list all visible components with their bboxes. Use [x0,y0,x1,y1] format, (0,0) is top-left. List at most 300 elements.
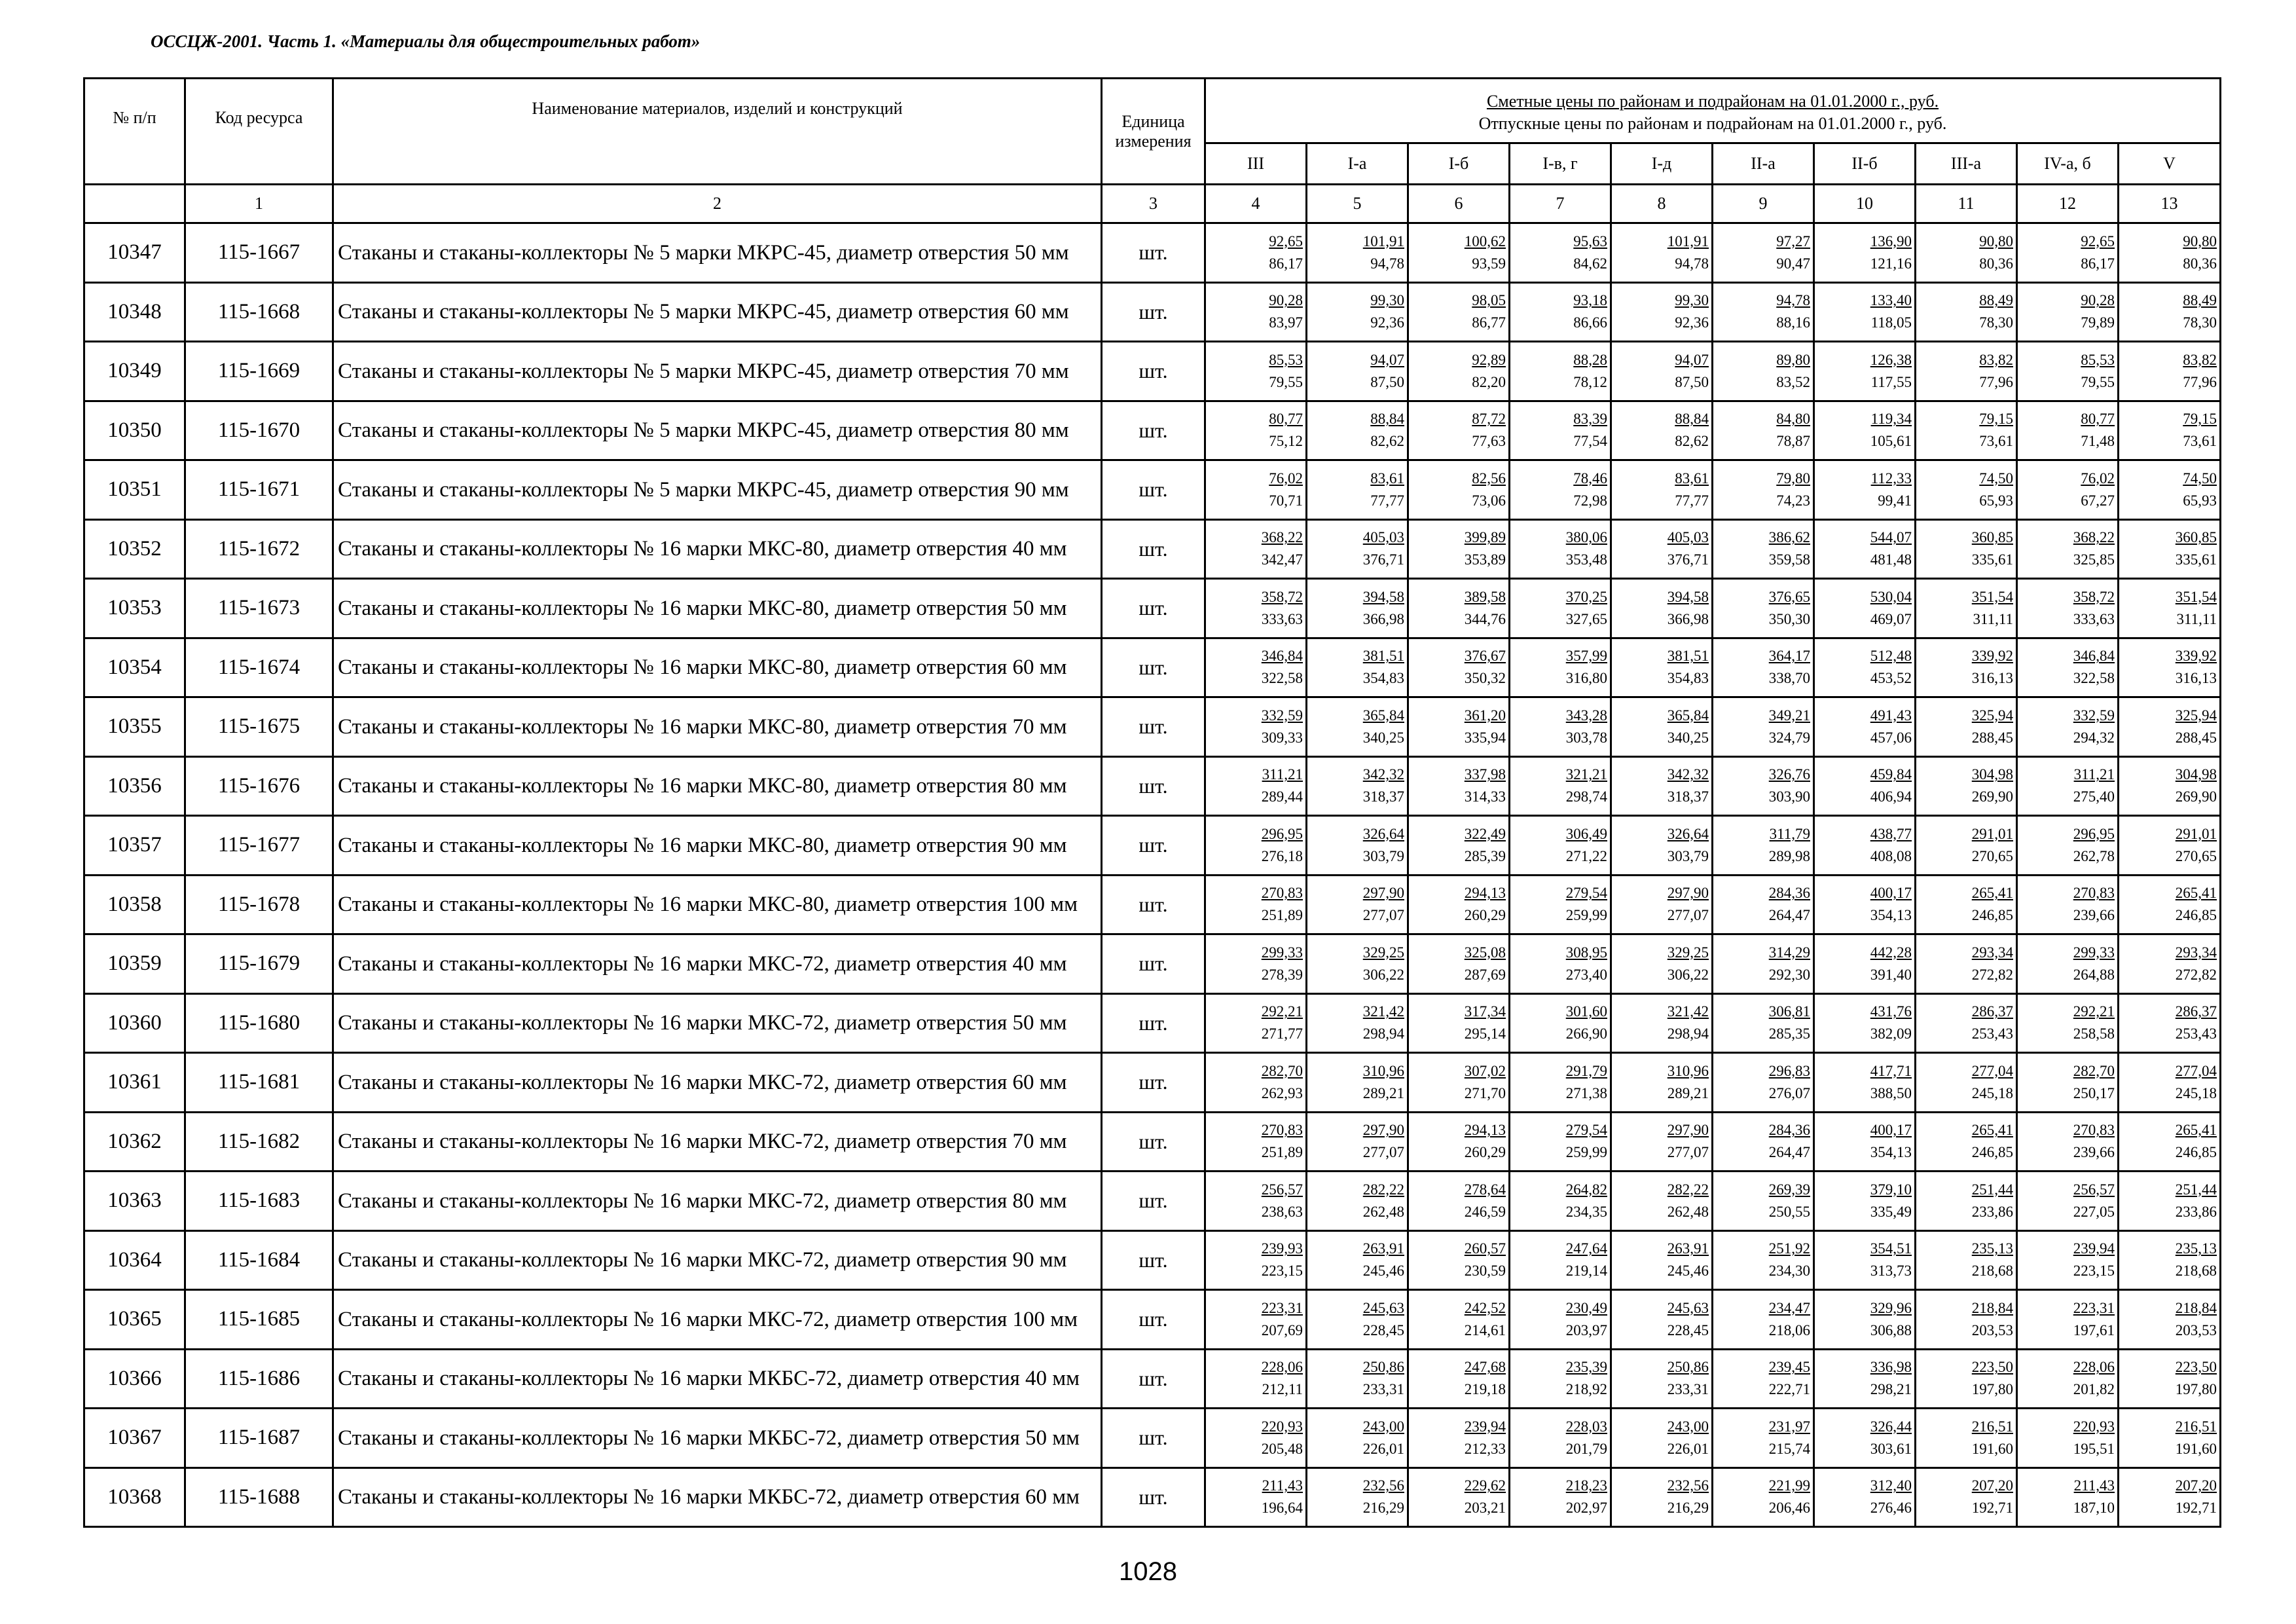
price-cell [1713,816,1814,876]
price-cell [1713,1349,1814,1409]
header-region: IV-а, б [2017,143,2119,185]
release-price: 406,94 [1870,788,1912,805]
release-price: 78,30 [2183,314,2217,331]
estimate-price: 381,51 [1667,648,1709,665]
row-number: 10348 [84,282,185,342]
estimate-price: 79,15 [2183,411,2217,428]
release-price: 314,33 [1464,788,1506,805]
release-price: 77,96 [1979,373,2013,390]
release-price: 276,18 [1261,847,1303,864]
price-cell [1713,282,1814,342]
row-number: 10361 [84,1053,185,1113]
price-cell [1611,1290,1713,1350]
release-price: 262,93 [1261,1084,1303,1101]
release-price: 269,90 [2175,788,2217,805]
table-row [84,756,2221,816]
price-cell [1510,1467,1611,1527]
release-price: 333,63 [2073,610,2115,627]
header-column-number: 11 [1916,185,2017,223]
row-number: 10366 [84,1349,185,1409]
price-cell [1611,1349,1713,1409]
estimate-price: 245,63 [1362,1299,1404,1316]
estimate-price: 235,39 [1565,1359,1607,1376]
release-price: 342,47 [1261,551,1303,568]
price-cell [1408,1467,1510,1527]
estimate-price: 306,81 [1768,1003,1810,1020]
running-header: ОССЦЖ-2001. Часть 1. «Материалы для общестроительных работ» [151,31,701,51]
header-prices-estimate: Сметные цены по районам и подрайонам на 01.01.2000 г., руб. [1486,92,1939,111]
release-price: 289,98 [1768,847,1810,864]
price-cell [2119,1172,2221,1231]
price-cell [1611,1172,1713,1231]
estimate-price: 399,89 [1464,529,1506,546]
price-cell [1713,1290,1814,1350]
price-cell [2119,1230,2221,1290]
release-price: 87,50 [1370,373,1404,390]
release-price: 228,45 [1667,1321,1709,1338]
estimate-price: 349,21 [1768,707,1810,724]
estimate-price: 270,83 [2073,1122,2115,1139]
estimate-price: 357,99 [1565,648,1607,665]
estimate-price: 239,94 [1464,1418,1506,1435]
table-row [84,282,2221,342]
release-price: 218,06 [1768,1321,1810,1338]
resource-code: 115-1675 [185,697,333,757]
estimate-price: 277,04 [2175,1062,2217,1079]
release-price: 251,89 [1261,1144,1303,1161]
price-cell [1814,579,1916,638]
estimate-price: 223,31 [1261,1299,1303,1316]
release-price: 388,50 [1870,1084,1912,1101]
release-price: 73,61 [1979,433,2013,450]
price-cell [1916,1349,2017,1409]
release-price: 270,65 [2175,847,2217,864]
estimate-price: 126,38 [1870,351,1912,368]
price-cell [1814,638,1916,697]
release-price: 298,94 [1362,1025,1404,1043]
price-cell [1916,1112,2017,1172]
release-price: 94,78 [1370,255,1404,272]
price-cell [1307,282,1408,342]
release-price: 92,36 [1675,314,1709,331]
estimate-price: 329,96 [1870,1299,1912,1316]
release-price: 325,85 [2073,551,2115,568]
price-cell [1205,638,1307,697]
price-cell [1510,460,1611,520]
release-price: 218,68 [2175,1263,2217,1280]
price-cell [1611,1467,1713,1527]
release-price: 245,46 [1667,1263,1709,1280]
price-cell [1408,579,1510,638]
release-price: 276,07 [1768,1084,1810,1101]
estimate-price: 80,77 [2081,411,2115,428]
release-price: 214,61 [1464,1321,1506,1338]
price-cell [1205,1290,1307,1350]
release-price: 202,97 [1565,1500,1607,1517]
price-cell [1408,1053,1510,1113]
release-price: 86,77 [1472,314,1506,331]
price-cell [1307,1349,1408,1409]
header-column-number: 3 [1102,185,1205,223]
resource-code: 115-1672 [185,519,333,579]
estimate-price: 84,80 [1776,411,1810,428]
estimate-price: 386,62 [1768,529,1810,546]
release-price: 285,39 [1464,847,1506,864]
estimate-price: 442,28 [1870,944,1912,961]
release-price: 303,79 [1667,847,1709,864]
estimate-price: 310,96 [1667,1062,1709,1079]
estimate-price: 216,51 [1971,1418,2013,1435]
price-cell [1916,875,2017,934]
price-cell [2017,697,2119,757]
estimate-price: 83,61 [1370,470,1404,487]
estimate-price: 346,84 [2073,648,2115,665]
release-price: 201,79 [1565,1440,1607,1457]
material-name: Стаканы и стаканы-коллекторы № 5 марки МКРС-45, диаметр отверстия 90 мм [333,460,1102,520]
release-price: 117,55 [1870,373,1912,390]
row-number: 10357 [84,816,185,876]
price-cell [1510,1290,1611,1350]
release-price: 92,36 [1370,314,1404,331]
estimate-price: 218,23 [1565,1477,1607,1494]
price-cell [1205,875,1307,934]
release-price: 226,01 [1667,1440,1709,1457]
estimate-price: 304,98 [2175,766,2217,783]
release-price: 203,21 [1464,1500,1506,1517]
release-price: 196,64 [1261,1500,1303,1517]
estimate-price: 85,53 [1269,351,1303,368]
estimate-price: 101,91 [1667,232,1709,249]
estimate-price: 342,32 [1362,766,1404,783]
price-cell [1814,756,1916,816]
estimate-price: 234,47 [1768,1299,1810,1316]
estimate-price: 243,00 [1362,1418,1404,1435]
estimate-price: 211,43 [1262,1477,1303,1494]
release-price: 316,13 [2175,670,2217,687]
estimate-price: 292,21 [2073,1003,2115,1020]
release-price: 272,82 [1971,966,2013,983]
unit-of-measure: шт. [1102,519,1205,579]
release-price: 376,71 [1362,551,1404,568]
price-cell [1611,519,1713,579]
release-price: 457,06 [1870,729,1912,746]
unit-of-measure: шт. [1102,342,1205,401]
release-price: 212,11 [1262,1381,1303,1398]
table-row [84,1467,2221,1527]
table-row [84,1053,2221,1113]
price-cell [1916,934,2017,994]
price-cell [1408,993,1510,1053]
estimate-price: 223,50 [2175,1359,2217,1376]
estimate-price: 133,40 [1870,292,1912,309]
release-price: 105,61 [1870,433,1912,450]
release-price: 187,10 [2073,1500,2115,1517]
release-price: 72,98 [1573,492,1607,509]
estimate-price: 263,91 [1362,1240,1404,1257]
release-price: 233,31 [1667,1381,1709,1398]
price-cell [2017,342,2119,401]
release-price: 121,16 [1870,255,1912,272]
unit-of-measure: шт. [1102,460,1205,520]
table-row [84,342,2221,401]
header-unit: Единица измерения [1102,79,1205,185]
release-price: 80,36 [1979,255,2013,272]
release-price: 79,55 [2081,373,2115,390]
price-cell [1916,993,2017,1053]
release-price: 197,80 [1971,1381,2013,1398]
release-price: 233,86 [1971,1203,2013,1220]
estimate-price: 293,34 [1971,944,2013,961]
price-cell [1408,638,1510,697]
estimate-price: 311,79 [1769,825,1810,842]
estimate-price: 368,22 [1261,529,1303,546]
release-price: 205,48 [1261,1440,1303,1457]
header-column-number: 1 [185,185,333,223]
estimate-price: 282,70 [1261,1062,1303,1079]
price-cell [2119,1409,2221,1468]
release-price: 223,15 [2073,1263,2115,1280]
release-price: 264,47 [1768,907,1810,924]
price-cell [1814,1467,1916,1527]
header-prices [1205,79,2221,143]
price-cell [1307,756,1408,816]
release-price: 226,01 [1362,1440,1404,1457]
table-row [84,223,2221,283]
price-cell [2119,756,2221,816]
release-price: 82,62 [1675,433,1709,450]
estimate-price: 265,41 [2175,885,2217,902]
price-cell [2119,1112,2221,1172]
header-column-number: 13 [2119,185,2221,223]
release-price: 318,37 [1667,788,1709,805]
estimate-price: 310,96 [1362,1062,1404,1079]
price-cell [1713,1467,1814,1527]
estimate-price: 311,21 [2073,766,2115,783]
estimate-price: 332,59 [1261,707,1303,724]
release-price: 77,63 [1472,433,1506,450]
unit-of-measure: шт. [1102,1349,1205,1409]
estimate-price: 94,07 [1370,351,1404,368]
estimate-price: 376,67 [1464,648,1506,665]
price-cell [1814,1349,1916,1409]
release-price: 80,36 [2183,255,2217,272]
release-price: 246,85 [2175,1144,2217,1161]
material-name: Стаканы и стаканы-коллекторы № 16 марки МКБС-72, диаметр отверстия 40 мм [333,1349,1102,1409]
estimate-price: 98,05 [1472,292,1506,309]
price-cell [1814,223,1916,283]
price-cell [1510,1349,1611,1409]
estimate-price: 299,33 [2073,944,2115,961]
estimate-price: 297,90 [1362,885,1404,902]
price-cell [1408,1349,1510,1409]
release-price: 271,38 [1565,1084,1607,1101]
estimate-price: 336,98 [1870,1359,1912,1376]
price-cell [1611,282,1713,342]
estimate-price: 93,18 [1573,292,1607,309]
header-code: Код ресурса [185,79,333,185]
price-cell [1713,638,1814,697]
row-number: 10351 [84,460,185,520]
estimate-price: 264,82 [1565,1181,1607,1198]
estimate-price: 417,71 [1870,1062,1912,1079]
release-price: 197,61 [2073,1321,2115,1338]
estimate-price: 400,17 [1870,1122,1912,1139]
release-price: 303,90 [1768,788,1810,805]
price-cell [1713,342,1814,401]
price-cell [1205,756,1307,816]
estimate-price: 321,42 [1667,1003,1709,1020]
release-price: 77,77 [1370,492,1404,509]
release-price: 191,60 [2175,1440,2217,1457]
release-price: 70,71 [1269,492,1303,509]
price-cell [1205,401,1307,460]
estimate-price: 491,43 [1870,707,1912,724]
release-price: 77,77 [1675,492,1709,509]
resource-code: 115-1685 [185,1290,333,1350]
price-cell [1916,460,2017,520]
price-cell [1713,934,1814,994]
header-column-number: 2 [333,185,1102,223]
release-price: 99,41 [1878,492,1912,509]
estimate-price: 245,63 [1667,1299,1709,1316]
header-region: II-а [1713,143,1814,185]
price-cell [1814,1172,1916,1231]
estimate-price: 250,86 [1667,1359,1709,1376]
table-row [84,1409,2221,1468]
estimate-price: 232,56 [1667,1477,1709,1494]
estimate-price: 242,52 [1464,1299,1506,1316]
row-number: 10352 [84,519,185,579]
price-cell [1916,342,2017,401]
price-cell [2017,934,2119,994]
estimate-price: 94,07 [1675,351,1709,368]
estimate-price: 358,72 [1261,588,1303,605]
release-price: 481,48 [1870,551,1912,568]
estimate-price: 83,82 [1979,351,2013,368]
estimate-price: 296,83 [1768,1062,1810,1079]
row-number: 10359 [84,934,185,994]
estimate-price: 216,51 [2175,1418,2217,1435]
price-cell [1408,697,1510,757]
release-price: 262,48 [1667,1203,1709,1220]
price-cell [1205,697,1307,757]
resource-code: 115-1674 [185,638,333,697]
price-cell [1916,519,2017,579]
release-price: 245,18 [1971,1084,2013,1101]
resource-code: 115-1687 [185,1409,333,1468]
unit-of-measure: шт. [1102,401,1205,460]
price-cell [1814,697,1916,757]
release-price: 216,29 [1667,1500,1709,1517]
release-price: 77,96 [2183,373,2217,390]
row-number: 10368 [84,1467,185,1527]
price-cell [2017,579,2119,638]
release-price: 271,22 [1565,847,1607,864]
release-price: 270,65 [1971,847,2013,864]
estimate-price: 296,95 [1261,825,1303,842]
release-price: 86,17 [1269,255,1303,272]
release-price: 285,35 [1768,1025,1810,1043]
price-cell [2119,519,2221,579]
price-cell [1713,1230,1814,1290]
estimate-price: 326,64 [1667,825,1709,842]
resource-code: 115-1678 [185,875,333,934]
row-number: 10363 [84,1172,185,1231]
price-cell [1916,1053,2017,1113]
release-price: 203,53 [1971,1321,2013,1338]
release-price: 222,71 [1768,1381,1810,1398]
resource-code: 115-1676 [185,756,333,816]
estimate-price: 325,94 [2175,707,2217,724]
table-header [84,79,2221,223]
release-price: 266,90 [1565,1025,1607,1043]
release-price: 73,61 [2183,433,2217,450]
release-price: 192,71 [2175,1500,2217,1517]
price-cell [1611,1053,1713,1113]
release-price: 253,43 [2175,1025,2217,1043]
price-cell [1814,282,1916,342]
estimate-price: 80,77 [1269,411,1303,428]
header-region: I-д [1611,143,1713,185]
estimate-price: 351,54 [1971,588,2013,605]
release-price: 264,47 [1768,1144,1810,1161]
header-prices-release: Отпускные цены по районам и подрайонам на 01.01.2000 г., руб. [1478,114,1947,133]
price-cell [1713,1112,1814,1172]
release-price: 288,45 [2175,729,2217,746]
price-cell [1814,460,1916,520]
estimate-price: 530,04 [1870,588,1912,605]
price-cell [2017,401,2119,460]
estimate-price: 282,22 [1667,1181,1709,1198]
price-cell [2017,1467,2119,1527]
price-cell [1205,1053,1307,1113]
estimate-price: 79,15 [1979,411,2013,428]
release-price: 83,97 [1269,314,1303,331]
price-cell [1713,460,1814,520]
price-cell [1307,342,1408,401]
estimate-price: 223,50 [1971,1359,2013,1376]
estimate-price: 459,84 [1870,766,1912,783]
header-column-number: 8 [1611,185,1713,223]
release-price: 218,68 [1971,1263,2013,1280]
release-price: 353,89 [1464,551,1506,568]
estimate-price: 90,28 [2081,292,2115,309]
estimate-price: 376,65 [1768,588,1810,605]
price-cell [1307,579,1408,638]
release-price: 316,80 [1565,670,1607,687]
release-price: 275,40 [2073,788,2115,805]
release-price: 303,61 [1870,1440,1912,1457]
unit-of-measure: шт. [1102,1053,1205,1113]
resource-code: 115-1670 [185,401,333,460]
unit-of-measure: шт. [1102,282,1205,342]
price-cell [2119,460,2221,520]
price-cell [1510,1230,1611,1290]
release-price: 65,93 [1979,492,2013,509]
estimate-price: 394,58 [1362,588,1404,605]
unit-of-measure: шт. [1102,816,1205,876]
price-cell [1611,223,1713,283]
header-name: Наименование материалов, изделий и конструкций [333,79,1102,185]
release-price: 259,99 [1565,1144,1607,1161]
estimate-price: 74,50 [1979,470,2013,487]
price-cell [2017,460,2119,520]
release-price: 335,49 [1870,1203,1912,1220]
price-cell [1814,875,1916,934]
price-cell [2119,223,2221,283]
price-cell [1713,993,1814,1053]
release-price: 289,21 [1667,1084,1709,1101]
